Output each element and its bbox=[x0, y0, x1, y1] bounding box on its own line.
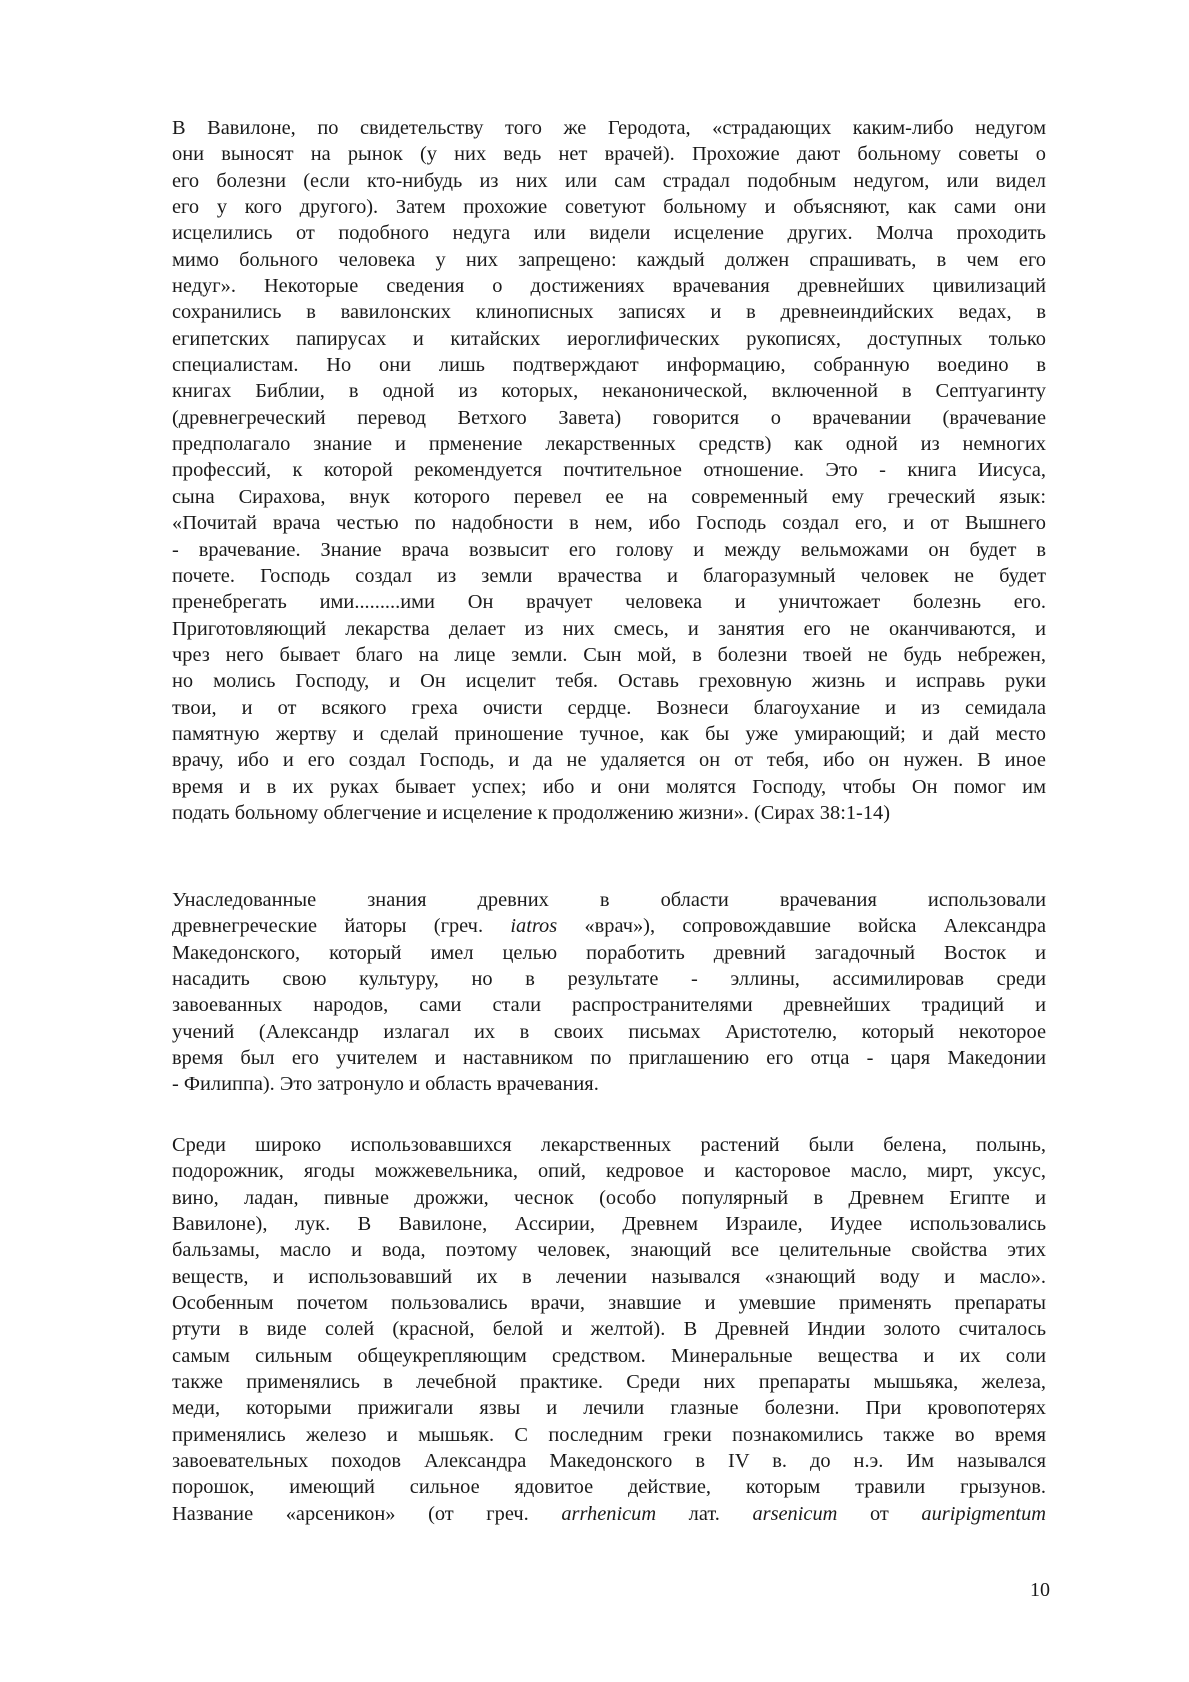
text-line: сохранились в вавилонских клинописных записях и в древнеиндийских ведах, в bbox=[172, 301, 1046, 324]
text-segment: «врач»), сопровождавшие войска Александра bbox=[557, 915, 1047, 938]
text-line: веществ, и использовавший их в лечении назывался «знающий воду и масло». bbox=[172, 1265, 1046, 1288]
text-line: ртути в виде солей (красной, белой и желтой). В Древней Индии золото считалось bbox=[172, 1318, 1046, 1341]
text-line: завоеванных народов, сами стали распространителями древнейших традиций и bbox=[172, 994, 1046, 1017]
text-line: насадить свою культуру, но в результате - эллины, ассимилировав среди bbox=[172, 968, 1046, 991]
text-segment: от bbox=[837, 1502, 922, 1525]
text-line: египетских папирусах и китайских иероглифических рукописях, доступных только bbox=[172, 327, 1046, 350]
text-line: также применялись в лечебной практике. Среди них препараты мышьяка, железа, bbox=[172, 1371, 1046, 1394]
text-line: время был его учителем и наставником по приглашению его отца - царя Македонии bbox=[172, 1047, 1046, 1070]
text-line: Унаследованные знания древних в области врачевания использовали bbox=[172, 889, 1046, 911]
text-line: предполагало знание и прменение лекарственных средств) как одной из немногих bbox=[172, 433, 1046, 456]
text-line: В Вавилоне, по свидетельству того же Геродота, «страдающих каким-либо недугом bbox=[172, 117, 1046, 139]
text-line: профессий, к которой рекомендуется почтительное отношение. Это - книга Иисуса, bbox=[172, 459, 1046, 482]
text-line: исцелились от подобного недуга или видели исцеление других. Молча проходить bbox=[172, 222, 1046, 245]
page-number: 10 bbox=[1030, 1579, 1050, 1601]
text-line: Вавилоне), лук. В Вавилоне, Ассирии, Древнем Израиле, Иудее использовались bbox=[172, 1213, 1046, 1236]
text-line: меди, которыми прижигали язвы и лечили глазные болезни. При кровопотерях bbox=[172, 1397, 1046, 1420]
text-line: памятную жертву и сделай приношение тучное, как бы уже умирающий; и дай место bbox=[172, 722, 1046, 745]
text-line: порошок, имеющий сильное ядовитое действие, которым травили грызунов. bbox=[172, 1476, 1046, 1499]
text-line: «Почитай врача честью по надобности в нем, ибо Господь создал его, и от Вышнего bbox=[172, 512, 1046, 535]
paragraph-medicinal-plants bbox=[172, 1132, 1046, 1527]
text-line: сына Сирахова, внук которого перевел ее на современный ему греческий язык: bbox=[172, 485, 1046, 508]
text-line bbox=[172, 1501, 1046, 1527]
italic-term: arrhenicum bbox=[561, 1502, 657, 1525]
text-line: его у кого другого). Затем прохожие советуют больному и объясняют, как сами они bbox=[172, 196, 1046, 219]
text-line: учений (Александр излагал их в своих письмах Аристотелю, который некоторое bbox=[172, 1020, 1046, 1043]
text-line: мимо больного человека у них запрещено: каждый должен спрашивать, в чем его bbox=[172, 248, 1046, 271]
text-line: бальзамы, масло и вода, поэтому человек, знающий все целительные свойства этих bbox=[172, 1239, 1046, 1262]
text-line: недуг». Некоторые сведения о достижениях врачевания древнейших цивилизаций bbox=[172, 275, 1046, 298]
text-line: врачу, ибо и его создал Господь, и да не удаляется он от тебя, ибо он нужен. В иное bbox=[172, 749, 1046, 772]
text-line: книгах Библии, в одной из которых, неканонической, включенной в Септуагинту bbox=[172, 380, 1046, 403]
text-line: подорожник, ягоды можжевельника, опий, кедровое и касторовое масло, мирт, уксус, bbox=[172, 1160, 1046, 1183]
text-line: завоевательных походов Александра Македонского в IV в. до н.э. Им назывался bbox=[172, 1450, 1046, 1473]
text-line: самым сильным общеукрепляющим средством. Минеральные вещества и их соли bbox=[172, 1344, 1046, 1367]
text-line: чрез него бывает благо на лице земли. Сын мой, в болезни твоей не будь небрежен, bbox=[172, 643, 1046, 666]
italic-term: arsenicum bbox=[752, 1502, 838, 1525]
text-line: Особенным почетом пользовались врачи, знавшие и умевшие применять препараты bbox=[172, 1292, 1046, 1315]
text-line: Приготовляющий лекарства делает из них смесь, и занятия его не оканчиваются, и bbox=[172, 617, 1046, 640]
text-line: они выносят на рынок (у них ведь нет врачей). Прохожие дают больному советы о bbox=[172, 143, 1046, 166]
text-line: специалистам. Но они лишь подтверждают информацию, собранную воедино в bbox=[172, 354, 1046, 377]
text-segment: лат. bbox=[656, 1502, 753, 1525]
text-line: его болезни (если кто-нибудь из них или сам страдал подобным недугом, или видел bbox=[172, 169, 1046, 192]
text-line: (древнегреческий перевод Ветхого Завета) говорится о врачевании (врачевание bbox=[172, 406, 1046, 429]
text-line: применялись железо и мышьяк. С последним греки познакомились также во время bbox=[172, 1423, 1046, 1446]
text-line: твои, и от всякого греха очисти сердце. Вознеси благоухание и из семидала bbox=[172, 696, 1046, 719]
text-line bbox=[172, 913, 1046, 939]
text-line: подать больному облегчение и исцеление к продолжению жизни». (Сирах 38:1-14) bbox=[172, 801, 891, 824]
text-line: - Филиппа). Это затронуло и область врачевания. bbox=[172, 1073, 599, 1096]
text-line: время и в их руках бывает успех; ибо и они молятся Господу, чтобы Он помог им bbox=[172, 775, 1046, 798]
text-line: почете. Господь создал из земли врачества и благоразумный человек не будет bbox=[172, 564, 1046, 587]
text-line: Македонского, который имел целью поработить древний загадочный Восток и bbox=[172, 941, 1046, 964]
italic-term: iatros bbox=[510, 915, 558, 938]
text-segment: Название «арсеникон» (от греч. bbox=[172, 1502, 562, 1525]
italic-term: auripigmentum bbox=[921, 1502, 1046, 1525]
text-line: пренебрегать ими.........ими Он врачует человека и уничтожает болезнь его. bbox=[172, 591, 1046, 614]
text-line: Среди широко использовавшихся лекарственных растений были белена, полынь, bbox=[172, 1134, 1046, 1156]
text-segment: древнегреческие йаторы (греч. bbox=[172, 915, 511, 938]
paragraph-babylon-healing bbox=[172, 115, 1046, 826]
text-line: но молись Господу, и Он исцелит тебя. Оставь греховную жизнь и исправь руки bbox=[172, 670, 1046, 693]
paragraph-greek-iatros bbox=[172, 887, 1046, 1098]
text-line: вино, ладан, пивные дрожжи, чеснок (особо популярный в Древнем Египте и bbox=[172, 1186, 1046, 1209]
text-line: - врачевание. Знание врача возвысит его голову и между вельможами он будет в bbox=[172, 538, 1046, 561]
